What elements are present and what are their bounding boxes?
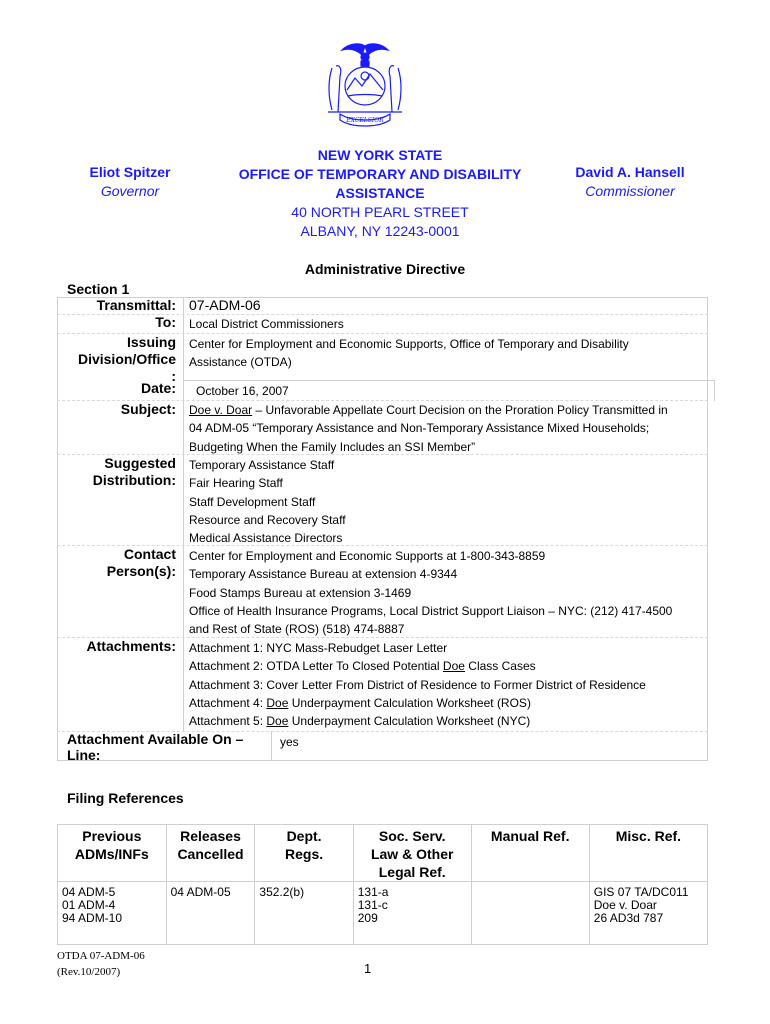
contact-label: Contact Person(s):: [106, 546, 176, 579]
list-item: Resource and Recovery Staff: [189, 512, 346, 527]
date-box-top: [183, 380, 714, 381]
agency-line-3: ASSISTANCE: [335, 185, 425, 201]
directive-title: Administrative Directive: [304, 261, 466, 277]
list-item: and Rest of State (ROS) (518) 474-8887: [189, 622, 405, 637]
issuing-value: Center for Employment and Economic Supports, Office of Temporary and Disability Assistance (OTDA): [189, 337, 629, 370]
online-value: yes: [280, 735, 299, 749]
contact-list: [189, 547, 672, 638]
list-item: Fair Hearing Staff: [189, 476, 283, 491]
attachments-list: [189, 639, 646, 730]
table-row: [58, 825, 708, 882]
date-value: October 16, 2007: [196, 384, 289, 398]
filing-header-cell: Misc. Ref.: [589, 825, 707, 882]
filing-header-cell: Dept. Regs.: [255, 825, 353, 882]
table-rule-left: [57, 297, 58, 760]
commissioner-title: Commissioner: [585, 183, 675, 199]
attachments-label: Attachments:: [86, 638, 176, 654]
agency-line-1: NEW YORK STATE: [317, 147, 443, 163]
table-column-divider-online: [271, 731, 272, 760]
filing-cell: 04 ADM-5 01 ADM-4 94 ADM-10: [58, 882, 167, 945]
filing-title: Filing References: [67, 790, 184, 806]
transmittal-label: Transmittal:: [96, 297, 176, 313]
subject-label: Subject:: [120, 401, 176, 417]
list-item: Attachment 5: Doe Underpayment Calculation Worksheet (NYC): [189, 714, 531, 729]
filing-header-cell: Soc. Serv. Law & Other Legal Ref.: [353, 825, 471, 882]
subject-value: Doe v. Doar – Unfavorable Appellate Court Decision on the Proration Policy Transmitted in 04 ADM-05 “Temporary Assistance and Non-Temporary Assistance Mixed Households; Budgeting When the Family Includes an SSI Member”: [189, 403, 668, 454]
to-value: Local District Commissioners: [189, 317, 344, 331]
table-row: [58, 882, 708, 945]
filing-cell: 04 ADM-05: [166, 882, 255, 945]
agency-block: [210, 146, 550, 241]
list-item: Food Stamps Bureau at extension 3-1469: [189, 585, 412, 600]
list-item: Medical Assistance Directors: [189, 531, 343, 546]
online-label: Attachment Available On – Line:: [67, 731, 244, 763]
distribution-label: Suggested Distribution:: [92, 455, 176, 488]
commissioner-block: [560, 163, 700, 201]
commissioner-name: David A. Hansell: [575, 164, 685, 180]
nys-seal-icon: [310, 40, 420, 136]
list-item: Attachment 3: Cover Letter From District of Residence to Former District of Residence: [189, 677, 646, 692]
filing-cell: 352.2(b): [255, 882, 353, 945]
governor-name: Eliot Spitzer: [89, 164, 171, 180]
table-column-divider: [183, 297, 184, 731]
filing-header-cell: Releases Cancelled: [166, 825, 255, 882]
address-line-1: 40 NORTH PEARL STREET: [291, 204, 469, 220]
distribution-list: [189, 456, 346, 547]
to-label: To:: [155, 314, 176, 330]
filing-header-cell: Previous ADMs/INFs: [58, 825, 167, 882]
list-item: Attachment 1: NYC Mass-Rebudget Laser Letter: [189, 641, 448, 655]
date-label: Date:: [140, 380, 176, 396]
list-item: Staff Development Staff: [189, 494, 316, 509]
filing-cell: GIS 07 TA/DC011 Doe v. Doar 26 AD3d 787: [589, 882, 707, 945]
filing-cell: 131-a 131-c 209: [353, 882, 471, 945]
list-item: Office of Health Insurance Programs, Local District Support Liaison – NYC: (212) 417-4500: [189, 603, 673, 618]
filing-header-cell: Manual Ref.: [471, 825, 589, 882]
issuing-label: Issuing Division/Office :: [77, 334, 176, 384]
filing-cell: [471, 882, 589, 945]
filing-table: [57, 824, 708, 945]
list-item: Temporary Assistance Bureau at extension 4-9344: [189, 567, 458, 582]
address-line-2: ALBANY, NY 12243-0001: [300, 223, 460, 239]
governor-title: Governor: [100, 183, 160, 199]
list-item: Temporary Assistance Staff: [189, 458, 335, 472]
subject-case-name: Doe v. Doar: [189, 403, 253, 417]
svg-text:EXCELSIOR: EXCELSIOR: [346, 117, 384, 124]
table-rule-right: [707, 297, 708, 760]
transmittal-value: 07-ADM-06: [189, 297, 261, 313]
footer-form-id: OTDA 07-ADM-06 (Rev.10/2007): [57, 950, 145, 978]
list-item: Attachment 4: Doe Underpayment Calculation Worksheet (ROS): [189, 695, 531, 710]
agency-line-2: OFFICE OF TEMPORARY AND DISABILITY: [238, 166, 522, 182]
date-box-right: [714, 380, 715, 401]
list-item: Attachment 2: OTDA Letter To Closed Potential Doe Class Cases: [189, 659, 536, 674]
page-number: 1: [364, 961, 372, 976]
governor-block: [60, 163, 200, 201]
section-label: Section 1: [67, 281, 130, 297]
list-item: Center for Employment and Economic Supports at 1-800-343-8859: [189, 549, 546, 563]
